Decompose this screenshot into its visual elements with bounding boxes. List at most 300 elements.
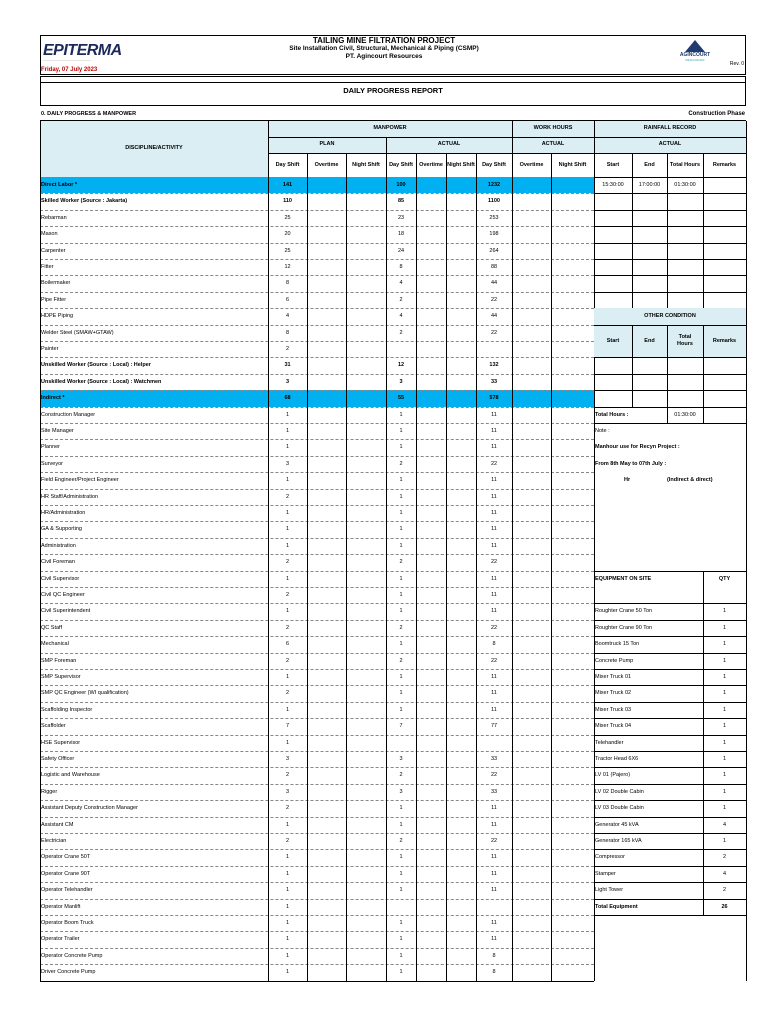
grid-line	[746, 177, 747, 308]
plan-header: PLAN	[319, 141, 335, 147]
grid-line	[40, 767, 594, 768]
equipment-name: Roughter Crane 90 Ton	[595, 624, 653, 631]
shift-header: Day Shift	[275, 162, 300, 168]
discipline-name: HR/Administration	[41, 510, 86, 516]
hours-day-shift: 11	[491, 706, 497, 713]
discipline-name: SMP Foreman	[41, 657, 77, 664]
discipline-name: Administration	[41, 542, 76, 549]
equipment-name: Concrete Pump	[595, 657, 634, 664]
grid-line	[40, 817, 594, 818]
actual-day-shift: 1	[399, 428, 403, 434]
equipment-name: LV 03 Double Cabin	[595, 805, 644, 812]
actual-day-shift: 1	[399, 477, 403, 484]
hours-day-shift: 22	[490, 460, 498, 467]
manhour-type: (Indirect & direct)	[667, 477, 713, 484]
rainfall-actual-header: ACTUAL	[658, 141, 682, 147]
rainfall-col-header: Start	[606, 162, 620, 168]
hours-day-shift: 11	[491, 444, 497, 451]
grid-line	[594, 915, 746, 916]
plan-day-shift: 2	[285, 772, 290, 779]
hours-day-shift: 11	[491, 674, 497, 680]
grid-line	[703, 325, 704, 407]
client-name: PT. Agincourt Resources	[345, 53, 423, 60]
plan-day-shift: 1	[285, 428, 290, 434]
equipment-name: Mixer Truck 01	[595, 674, 632, 680]
grid-line	[703, 407, 704, 423]
actual-day-shift: 1	[399, 854, 403, 861]
discipline-name: Civil Supervisor	[41, 575, 80, 582]
plan-day-shift: 1	[285, 821, 290, 828]
discipline-name: Rebarman	[41, 214, 67, 221]
discipline-name: Driver Concrete Pump	[41, 969, 96, 976]
shift-header: Night Shift	[558, 162, 587, 168]
actual-day-shift: 1	[399, 936, 403, 943]
discipline-name: Construction Manager	[41, 411, 96, 418]
plan-day-shift: 1	[285, 706, 290, 713]
grid-line	[667, 177, 668, 308]
hours-day-shift: 578	[489, 395, 499, 402]
plan-day-shift: 2	[285, 657, 290, 664]
report-date: Friday, 07 July 2023	[41, 67, 98, 73]
grid-line	[40, 751, 594, 752]
equipment-name: LV 02 Double Cabin	[595, 788, 644, 795]
shift-header: Overtime	[314, 162, 339, 168]
grid-line	[594, 784, 746, 785]
discipline-name: Direct Labor *	[41, 182, 78, 188]
plan-day-shift: 1	[285, 952, 290, 959]
plan-day-shift: 1	[285, 444, 290, 451]
actual-day-shift: 2	[399, 657, 403, 664]
hours-day-shift: 253	[489, 214, 499, 221]
grid-line	[40, 948, 594, 949]
grid-line	[268, 153, 746, 154]
grid-line	[40, 259, 594, 260]
grid-line	[594, 259, 746, 260]
equipment-qty: 1	[722, 657, 727, 664]
discipline-name: HSE Supervisor	[41, 739, 81, 746]
grid-line	[594, 899, 746, 900]
grid-line	[40, 571, 594, 572]
equipment-qty: 1	[722, 706, 727, 713]
grid-line	[40, 931, 594, 932]
plan-day-shift: 8	[285, 280, 290, 287]
grid-line	[594, 866, 746, 867]
hours-day-shift: 11	[491, 870, 497, 877]
grid-line	[40, 735, 594, 736]
equipment-qty: 1	[722, 608, 727, 615]
plan-day-shift: 31	[284, 362, 291, 369]
grid-line	[346, 177, 347, 981]
discipline-name: Fitter	[41, 264, 54, 270]
hours-day-shift: 11	[491, 608, 497, 615]
grid-line	[40, 636, 594, 637]
grid-line	[386, 177, 387, 981]
grid-line	[268, 137, 746, 138]
discipline-name: Unskilled Worker (Source : Local) : Helper	[41, 362, 151, 369]
grid-line	[594, 423, 746, 424]
grid-line	[594, 735, 746, 736]
hours-day-shift: 33	[490, 788, 498, 795]
note-label: Note :	[595, 428, 610, 434]
discipline-name: Civil Superintendent	[41, 608, 91, 615]
grid-line	[268, 177, 269, 981]
plan-day-shift: 3	[285, 378, 290, 385]
discipline-name: QC Staff	[41, 624, 62, 631]
shift-header: Overtime	[519, 162, 544, 168]
hours-day-shift: 22	[490, 329, 498, 336]
equipment-qty: 1	[722, 674, 727, 680]
manhour-note: Manhour use for Recyn Project :	[595, 444, 680, 451]
discipline-name: HR Staff/Administration	[41, 493, 99, 500]
equipment-name: Mixer Truck 02	[595, 690, 632, 697]
actual-day-shift: 1	[399, 920, 403, 926]
discipline-name: SMP QC Engineer (WI qualification)	[41, 690, 129, 697]
plan-day-shift: 7	[285, 723, 290, 730]
hours-day-shift: 11	[491, 542, 497, 549]
hours-day-shift: 77	[490, 723, 498, 730]
actual-day-shift: 1	[399, 592, 403, 598]
rainfall-col-header: End	[644, 162, 655, 168]
actual-day-shift: 2	[399, 838, 403, 844]
grid-line	[594, 243, 746, 244]
discipline-name: Welder Steel (SMAW+GTAW)	[41, 329, 114, 336]
equipment-qty: 1	[722, 690, 727, 697]
project-subtitle: Site Installation Civil, Structural, Mechanical & Piping (CSMP)	[289, 45, 479, 52]
rainfall-start: 15:30:00	[602, 182, 624, 188]
hours-day-shift: 11	[491, 854, 497, 861]
equipment-header: EQUIPMENT ON SITE	[595, 575, 652, 582]
grid-line	[632, 177, 633, 308]
plan-day-shift: 1	[285, 887, 290, 894]
hr-label: Hr	[624, 477, 631, 484]
hours-day-shift: 22	[490, 559, 498, 566]
grid-line	[40, 620, 594, 621]
grid-line	[40, 226, 594, 227]
plan-day-shift: 110	[283, 198, 292, 205]
equipment-name: Telehandler	[595, 739, 624, 746]
equipment-qty: 1	[722, 641, 727, 648]
section-title: 0. DAILY PROGRESS & MANPOWER	[41, 111, 137, 117]
grid-line	[594, 193, 746, 194]
discipline-name: SMP Supervisor	[41, 674, 81, 680]
grid-line	[594, 620, 746, 621]
grid-line	[594, 800, 746, 801]
oc-col-header: Start	[606, 337, 620, 344]
grid-line	[40, 800, 594, 801]
grid-line	[594, 833, 746, 834]
hours-day-shift: 22	[490, 772, 498, 779]
hours-day-shift: 8	[492, 641, 496, 648]
grid-line	[746, 121, 747, 177]
plan-day-shift: 1	[285, 969, 290, 976]
equipment-qty: 1	[722, 739, 727, 746]
discipline-name: Operator Concrete Pump	[41, 952, 103, 959]
grid-line	[40, 833, 594, 834]
plan-day-shift: 4	[285, 313, 290, 320]
actual-day-shift: 1	[399, 526, 403, 533]
equipment-name: Generator 165 kVA	[595, 838, 642, 844]
hours-day-shift: 22	[490, 296, 498, 303]
hours-day-shift: 264	[489, 247, 499, 254]
grid-line	[40, 472, 594, 473]
hours-day-shift: 22	[490, 838, 498, 844]
equipment-qty: 1	[722, 805, 727, 812]
actual-day-shift: 24	[397, 247, 405, 254]
hours-day-shift: 22	[490, 624, 498, 631]
actual-day-shift: 23	[397, 214, 405, 221]
discipline-name: Operator Crane 90T	[41, 870, 91, 877]
grid-line	[40, 325, 594, 326]
actual-day-shift: 1	[399, 575, 403, 582]
discipline-name: Safety Officer	[41, 756, 75, 762]
discipline-name: Mechanical	[41, 641, 69, 648]
grid-line	[446, 177, 447, 981]
total-equipment-label: Total Equipment	[595, 903, 638, 910]
discipline-name: Field Engineer/Project Engineer	[41, 477, 119, 484]
rainfall-header: RAINFALL RECORD	[643, 125, 697, 131]
discipline-name: GA & Supporting	[41, 526, 82, 533]
actual-day-shift: 7	[399, 723, 403, 730]
equipment-name: LV 01 (Pajero)	[595, 772, 631, 779]
actual-day-shift: 55	[397, 395, 405, 402]
plan-day-shift: 2	[285, 559, 290, 566]
discipline-name: Surveyor	[41, 460, 64, 467]
plan-day-shift: 2	[285, 624, 290, 631]
equipment-qty: 1	[722, 772, 727, 779]
grid-line	[594, 685, 746, 686]
actual-day-shift: 8	[399, 264, 403, 270]
shift-header: Overtime	[419, 162, 443, 168]
grid-line	[594, 275, 746, 276]
grid-line	[40, 718, 594, 719]
hours-day-shift: 1232	[487, 182, 501, 188]
hours-day-shift: 88	[490, 264, 498, 270]
equipment-name: Compressor	[595, 854, 625, 861]
discipline-name: Operator Crane 50T	[41, 854, 91, 861]
grid-line	[40, 275, 594, 276]
grid-line	[594, 849, 746, 850]
grid-line	[594, 767, 746, 768]
actual-day-shift: 4	[399, 313, 403, 320]
plan-day-shift: 1	[285, 739, 290, 746]
grid-line	[667, 407, 668, 423]
plan-day-shift: 25	[284, 247, 291, 254]
discipline-name: Indirect *	[41, 395, 65, 402]
discipline-name: Unskilled Worker (Source : Local) : Watchmen	[41, 378, 162, 385]
hours-actual-header: ACTUAL	[541, 141, 565, 147]
grid-line	[746, 308, 747, 423]
equipment-qty: 2	[722, 887, 727, 894]
period-note: From 8th May to 07th July :	[595, 460, 667, 467]
grid-line	[594, 292, 746, 293]
grid-line	[307, 177, 308, 981]
qty-header: QTY	[718, 575, 731, 582]
actual-day-shift: 1	[399, 674, 403, 680]
hours-day-shift: 11	[491, 920, 497, 926]
rainfall-col-header: Remarks	[712, 162, 737, 168]
shift-header: Day Shift	[482, 162, 506, 168]
grid-line	[594, 357, 746, 358]
grid-line	[40, 538, 594, 539]
grid-line	[594, 226, 746, 227]
plan-day-shift: 1	[285, 411, 290, 418]
grid-line	[551, 177, 552, 981]
actual-day-shift: 1	[399, 887, 403, 894]
equipment-qty: 4	[722, 870, 727, 877]
discipline-name: Electrician	[41, 838, 67, 844]
plan-day-shift: 3	[285, 460, 290, 467]
plan-day-shift: 3	[285, 788, 290, 795]
hours-day-shift: 11	[491, 477, 497, 484]
plan-day-shift: 12	[284, 264, 291, 270]
grid-line	[594, 390, 746, 391]
hours-day-shift: 22	[490, 657, 498, 664]
grid-line	[40, 193, 594, 194]
equipment-name: Roughter Crane 50 Ton	[595, 608, 653, 615]
plan-day-shift: 1	[285, 920, 290, 926]
actual-day-shift: 2	[399, 624, 403, 631]
grid-line	[40, 899, 594, 900]
actual-day-shift: 1	[399, 641, 403, 648]
actual-day-shift: 1	[399, 542, 403, 549]
hours-day-shift: 11	[491, 592, 497, 598]
report-title: DAILY PROGRESS REPORT	[343, 86, 443, 95]
actual-day-shift: 3	[399, 378, 403, 385]
discipline-name: Scaffolding Inspector	[41, 706, 93, 713]
grid-line	[40, 341, 594, 342]
hours-day-shift: 11	[491, 411, 497, 418]
grid-line	[40, 702, 594, 703]
actual-day-shift: 1	[399, 690, 403, 697]
hours-day-shift: 11	[491, 936, 497, 943]
plan-day-shift: 2	[285, 838, 290, 844]
hours-day-shift: 11	[491, 526, 497, 533]
grid-line	[40, 587, 594, 588]
discipline-name: HDPE Piping	[41, 313, 74, 320]
epiterma-logo: EPITERMA	[43, 42, 122, 59]
grid-line	[40, 120, 746, 121]
grid-line	[746, 571, 747, 915]
actual-day-shift: 4	[399, 280, 403, 287]
actual-day-shift: 2	[399, 559, 403, 566]
grid-line	[632, 325, 633, 407]
grid-line	[40, 489, 594, 490]
grid-line	[40, 177, 41, 981]
plan-day-shift: 1	[285, 575, 290, 582]
grid-line	[40, 423, 594, 424]
project-title: TAILING MINE FILTRATION PROJECT	[312, 36, 456, 45]
equipment-name: Tractor Head 6X6	[595, 756, 639, 762]
grid-line	[594, 882, 746, 883]
plan-day-shift: 2	[285, 592, 290, 598]
plan-day-shift: 141	[282, 182, 293, 188]
grid-line	[594, 817, 746, 818]
grid-line	[40, 407, 594, 408]
plan-day-shift: 20	[284, 231, 291, 238]
equipment-qty: 1	[722, 723, 727, 730]
actual-day-shift: 12	[397, 362, 405, 369]
plan-day-shift: 1	[285, 903, 290, 910]
actual-day-shift: 1	[399, 444, 403, 451]
equipment-qty: 1	[722, 756, 727, 762]
plan-day-shift: 6	[285, 296, 290, 303]
hours-day-shift: 11	[491, 690, 497, 697]
grid-line	[40, 603, 594, 604]
hours-day-shift: 11	[491, 493, 497, 500]
discipline-name: Rigger	[41, 788, 58, 795]
grid-line	[667, 325, 668, 407]
discipline-name: Operator Manlift	[41, 903, 81, 910]
plan-day-shift: 2	[285, 805, 290, 812]
discipline-name: Civil Foreman	[41, 559, 75, 566]
equipment-name: Stamper	[595, 870, 616, 877]
grid-line	[40, 866, 594, 867]
actual-day-shift: 18	[397, 231, 405, 238]
actual-day-shift: 2	[399, 329, 403, 336]
actual-day-shift: 2	[399, 460, 403, 467]
grid-line	[40, 915, 594, 916]
shift-header: Night Shift	[447, 162, 475, 168]
hours-day-shift: 8	[492, 969, 496, 976]
discipline-name: Assistant Deputy Construction Manager	[41, 805, 138, 812]
actual-day-shift: 3	[399, 788, 403, 795]
equipment-name: Light Tower	[595, 887, 624, 894]
plan-day-shift: 1	[285, 477, 290, 484]
discipline-name: Planner	[41, 444, 60, 451]
discipline-name: Operator Boom Truck	[41, 920, 94, 926]
actual-day-shift: 1	[399, 969, 403, 976]
actual-day-shift: 1	[399, 510, 403, 516]
discipline-name: Mason	[41, 231, 58, 238]
plan-day-shift: 2	[285, 690, 290, 697]
manpower-header: MANPOWER	[373, 125, 407, 131]
grid-line	[594, 636, 746, 637]
actual-day-shift: 1	[399, 493, 403, 500]
grid-line	[40, 243, 594, 244]
hours-day-shift: 44	[490, 280, 498, 287]
epiterma-logo-tagline: ————————————————	[43, 58, 91, 62]
rainfall-col-header: Total Hours	[669, 162, 701, 168]
plan-day-shift: 6	[285, 641, 290, 648]
actual-day-shift: 1	[399, 411, 403, 418]
actual-day-shift: 1	[399, 706, 403, 713]
equipment-qty: 4	[722, 821, 727, 828]
hours-day-shift: 11	[491, 821, 497, 828]
grid-line	[594, 603, 746, 604]
shift-header: Night Shift	[352, 162, 380, 168]
grid-line	[594, 374, 746, 375]
actual-day-shift: 2	[399, 296, 403, 303]
equipment-qty: 1	[722, 838, 727, 844]
grid-line	[703, 571, 704, 915]
grid-line	[40, 439, 594, 440]
actual-day-shift: 1	[399, 870, 403, 877]
grid-line	[512, 177, 513, 981]
actual-day-shift: 85	[397, 198, 405, 205]
grid-line	[703, 177, 704, 308]
grid-line	[416, 177, 417, 981]
oc-col-header: Total	[678, 333, 692, 340]
equipment-name: Mixer Truck 04	[595, 723, 632, 730]
grid-line	[40, 292, 594, 293]
equipment-name: Boomtruck 15 Ton	[595, 641, 640, 648]
plan-day-shift: 68	[284, 395, 291, 402]
discipline-name: Logistic and Warehouse	[41, 772, 100, 779]
grid-line	[746, 423, 747, 571]
grid-line	[40, 210, 594, 211]
grid-line	[594, 669, 746, 670]
grid-line	[594, 718, 746, 719]
